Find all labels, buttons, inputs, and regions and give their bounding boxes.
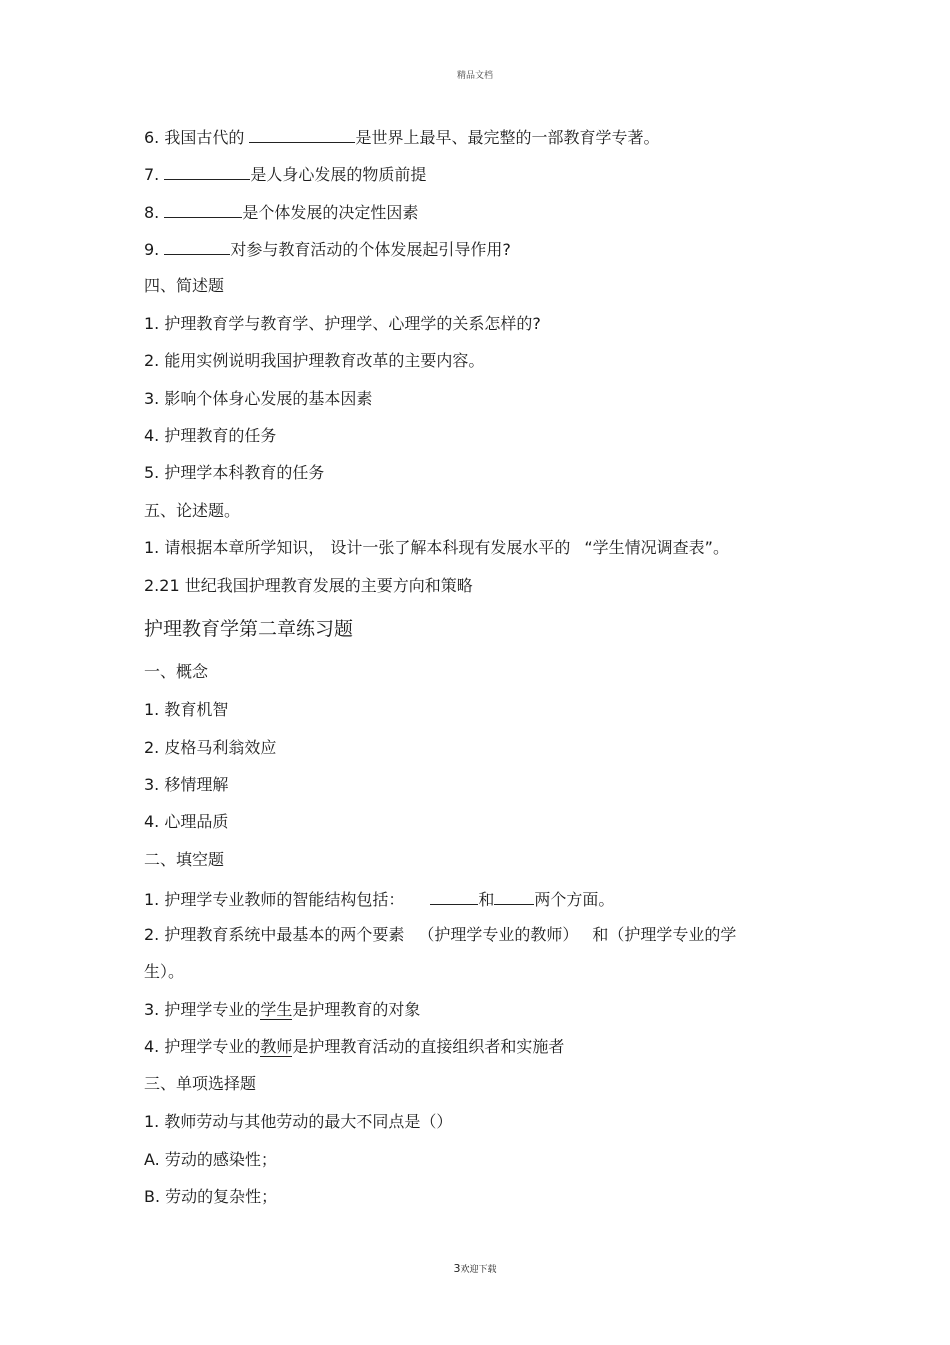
fill-question	[144, 1037, 564, 1057]
fill-question-8	[144, 201, 418, 223]
question: 2. 能用实例说明我国护理教育改革的主要内容。	[144, 351, 485, 370]
answer-blank	[164, 201, 242, 218]
question: 4. 护理教育的任务	[144, 426, 277, 445]
section-heading: 二、填空题	[144, 850, 225, 869]
text: 对参与教育活动的个体发展起引导作用?	[230, 240, 511, 259]
question: 1. 护理教育学与教育学、护理学、心理学的关系怎样的?	[144, 314, 541, 333]
fill-question-continuation: 生）。	[144, 962, 185, 981]
footer-text: 欢迎下载	[460, 1265, 497, 1275]
fill-question	[144, 1000, 420, 1020]
text: 1. 护理学专业教师的智能结构包括：	[144, 890, 405, 909]
text: 7.	[144, 165, 165, 184]
text: 和（护理学专业的学	[592, 925, 737, 944]
underlined-answer: 教师	[260, 1037, 293, 1056]
question: 5. 护理学本科教育的任务	[144, 463, 325, 482]
answer-blank	[164, 238, 230, 255]
text: 设计一张了解本科现有发展水平的	[330, 538, 571, 557]
answer-blank	[494, 888, 534, 905]
text: 是护理教育活动的直接组织者和实施者	[292, 1037, 565, 1056]
answer-blank	[430, 888, 478, 905]
text: 是人身心发展的物质前提	[250, 165, 427, 184]
text: 两个方面。	[534, 890, 615, 909]
answer-blank	[249, 126, 355, 143]
fill-question	[144, 888, 614, 910]
option-a: A. 劳动的感染性；	[144, 1150, 277, 1169]
question: 1. 教师劳动与其他劳动的最大不同点是（）	[144, 1112, 453, 1131]
section-heading: 五、论述题。	[144, 501, 241, 520]
page-header: 精品文档	[456, 71, 493, 81]
text: 6. 我国古代的	[144, 128, 250, 147]
text: 8.	[144, 203, 165, 222]
answer-blank	[164, 163, 250, 180]
option-b: B. 劳动的复杂性；	[144, 1187, 278, 1206]
section-heading: 三、单项选择题	[144, 1074, 257, 1093]
text: 3. 护理学专业的	[144, 1000, 261, 1019]
text: （护理学专业的教师）	[418, 925, 579, 944]
text: 是个体发展的决定性因素	[242, 203, 419, 222]
fill-question-7	[144, 163, 426, 185]
page-number: 3	[453, 1262, 461, 1275]
question: 2. 皮格马利翁效应	[144, 738, 277, 757]
text: 是世界上最早、最完整的一部教育学专著。	[355, 128, 660, 147]
text: 9.	[144, 240, 165, 259]
text: 1. 请根据本章所学知识，	[144, 538, 325, 557]
underlined-answer: 学生	[260, 1000, 293, 1019]
question: 1. 教育机智	[144, 700, 229, 719]
section-heading: 四、简述题	[144, 276, 225, 295]
question	[144, 538, 729, 558]
chapter-title: 护理教育学第二章练习题	[144, 618, 354, 640]
text: “学生情况调查表”。	[584, 538, 729, 557]
question: 2.21 世纪我国护理教育发展的主要方向和策略	[144, 576, 473, 595]
section-heading: 一、概念	[144, 662, 209, 681]
text: 是护理教育的对象	[292, 1000, 421, 1019]
fill-question	[144, 925, 736, 945]
question: 3. 影响个体身心发展的基本因素	[144, 389, 373, 408]
text: 2. 护理教育系统中最基本的两个要素	[144, 925, 405, 944]
question: 4. 心理品质	[144, 812, 229, 831]
page-footer	[0, 1262, 950, 1275]
question: 3. 移情理解	[144, 775, 229, 794]
fill-question-9	[144, 238, 511, 260]
text: 4. 护理学专业的	[144, 1037, 261, 1056]
fill-question-6	[144, 126, 659, 148]
text: 和	[478, 890, 495, 909]
